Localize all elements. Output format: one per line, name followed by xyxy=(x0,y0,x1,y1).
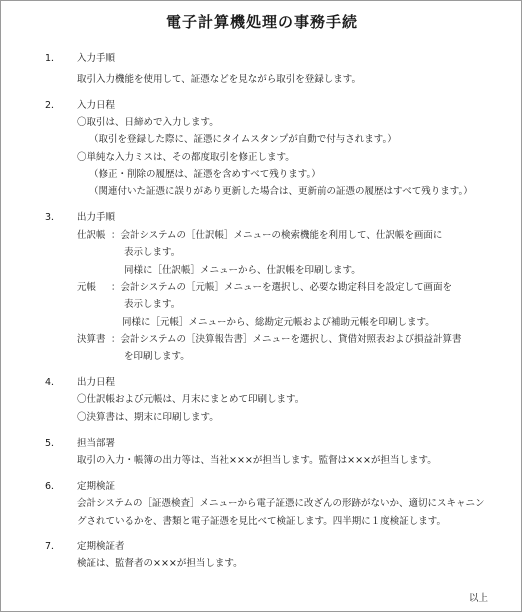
section-7-number: 7． xyxy=(45,541,61,552)
section-2-line-3: 〇単純な入力ミスは、その都度取引を修正します。 xyxy=(77,152,295,163)
ledger-line-3: 同様に［元帳］メニューから、総勘定元帳および補助元帳を印刷します。 xyxy=(122,317,435,328)
section-5-heading: 担当部署 xyxy=(77,438,116,449)
ledger-line-1: ：会計システムの［元帳］メニューを選択し、必要な勘定科目を設定して画面を xyxy=(111,282,453,293)
section-2-line-4: （修正・削除の履歴は、証憑を含めすべて残ります。） xyxy=(89,169,321,180)
financial-statement-line-2: を印刷します。 xyxy=(124,351,190,362)
section-1-text: 取引入力機能を使用して、証憑などを見ながら取引を登録します。 xyxy=(77,74,362,85)
journal-line-3: 同様に［仕訳帳］メニューから、仕訳帳を印刷します。 xyxy=(124,265,361,276)
section-6-line-2: グされているかを、書類と電子証憑を見比べて検証します。四半期に１度検証します。 xyxy=(77,516,446,527)
section-7-text: 検証は、監督者の×××が担当します。 xyxy=(77,558,243,569)
section-1-number: 1． xyxy=(45,53,61,64)
section-4-line-1: 〇仕訳帳および元帳は、月末にまとめて印刷します。 xyxy=(77,394,305,405)
section-7-heading: 定期検証者 xyxy=(77,541,125,552)
financial-statement-line-1: ：会計システムの［決算報告書］メニューを選択し、貸借対照表および損益計算書 xyxy=(111,334,462,345)
section-2-line-1: 〇取引は、日締めで入力します。 xyxy=(77,117,219,128)
journal-line-1: ：会計システムの［仕訳帳］メニューの検索機能を利用して、仕訳帳を画面に xyxy=(111,230,443,241)
section-4-number: 4． xyxy=(45,377,61,388)
section-5-text: 取引の入力・帳簿の出力等は、当社×××が担当します。監督は×××が担当します。 xyxy=(77,455,437,466)
section-3-heading: 出力手順 xyxy=(77,212,116,223)
journal-label: 仕訳帳 xyxy=(77,230,106,241)
section-4-heading: 出力日程 xyxy=(77,377,116,388)
section-2-line-2: （取引を登録した際に、証憑にタイムスタンプが自動で付与されます。） xyxy=(89,134,397,145)
section-2-number: 2． xyxy=(45,100,61,111)
journal-line-2: 表示します。 xyxy=(124,247,181,258)
section-2-line-5: （関連付いた証憑に誤りがあり更新した場合は、更新前の証憑の履歴はすべて残ります。） xyxy=(89,186,473,197)
ledger-label: 元帳 xyxy=(77,282,97,293)
section-6-number: 6． xyxy=(45,481,61,492)
section-4-line-2: 〇決算書は、期末に印刷します。 xyxy=(77,412,219,423)
section-1-heading: 入力手順 xyxy=(77,53,116,64)
section-2-heading: 入力日程 xyxy=(77,100,116,111)
section-5-number: 5． xyxy=(45,438,61,449)
section-3-number: 3． xyxy=(45,212,61,223)
ledger-line-2: 表示します。 xyxy=(124,299,181,310)
closing-mark: 以上 xyxy=(469,593,489,604)
document-title: 電子計算機処理の事務手続 xyxy=(165,13,358,31)
section-6-line-1: 会計システムの［証憑検査］メニューから電子証憑に改ざんの形跡がないか、適切にスキャニン xyxy=(77,498,485,509)
section-6-heading: 定期検証 xyxy=(77,481,116,492)
financial-statement-label: 決算書 xyxy=(77,334,106,345)
